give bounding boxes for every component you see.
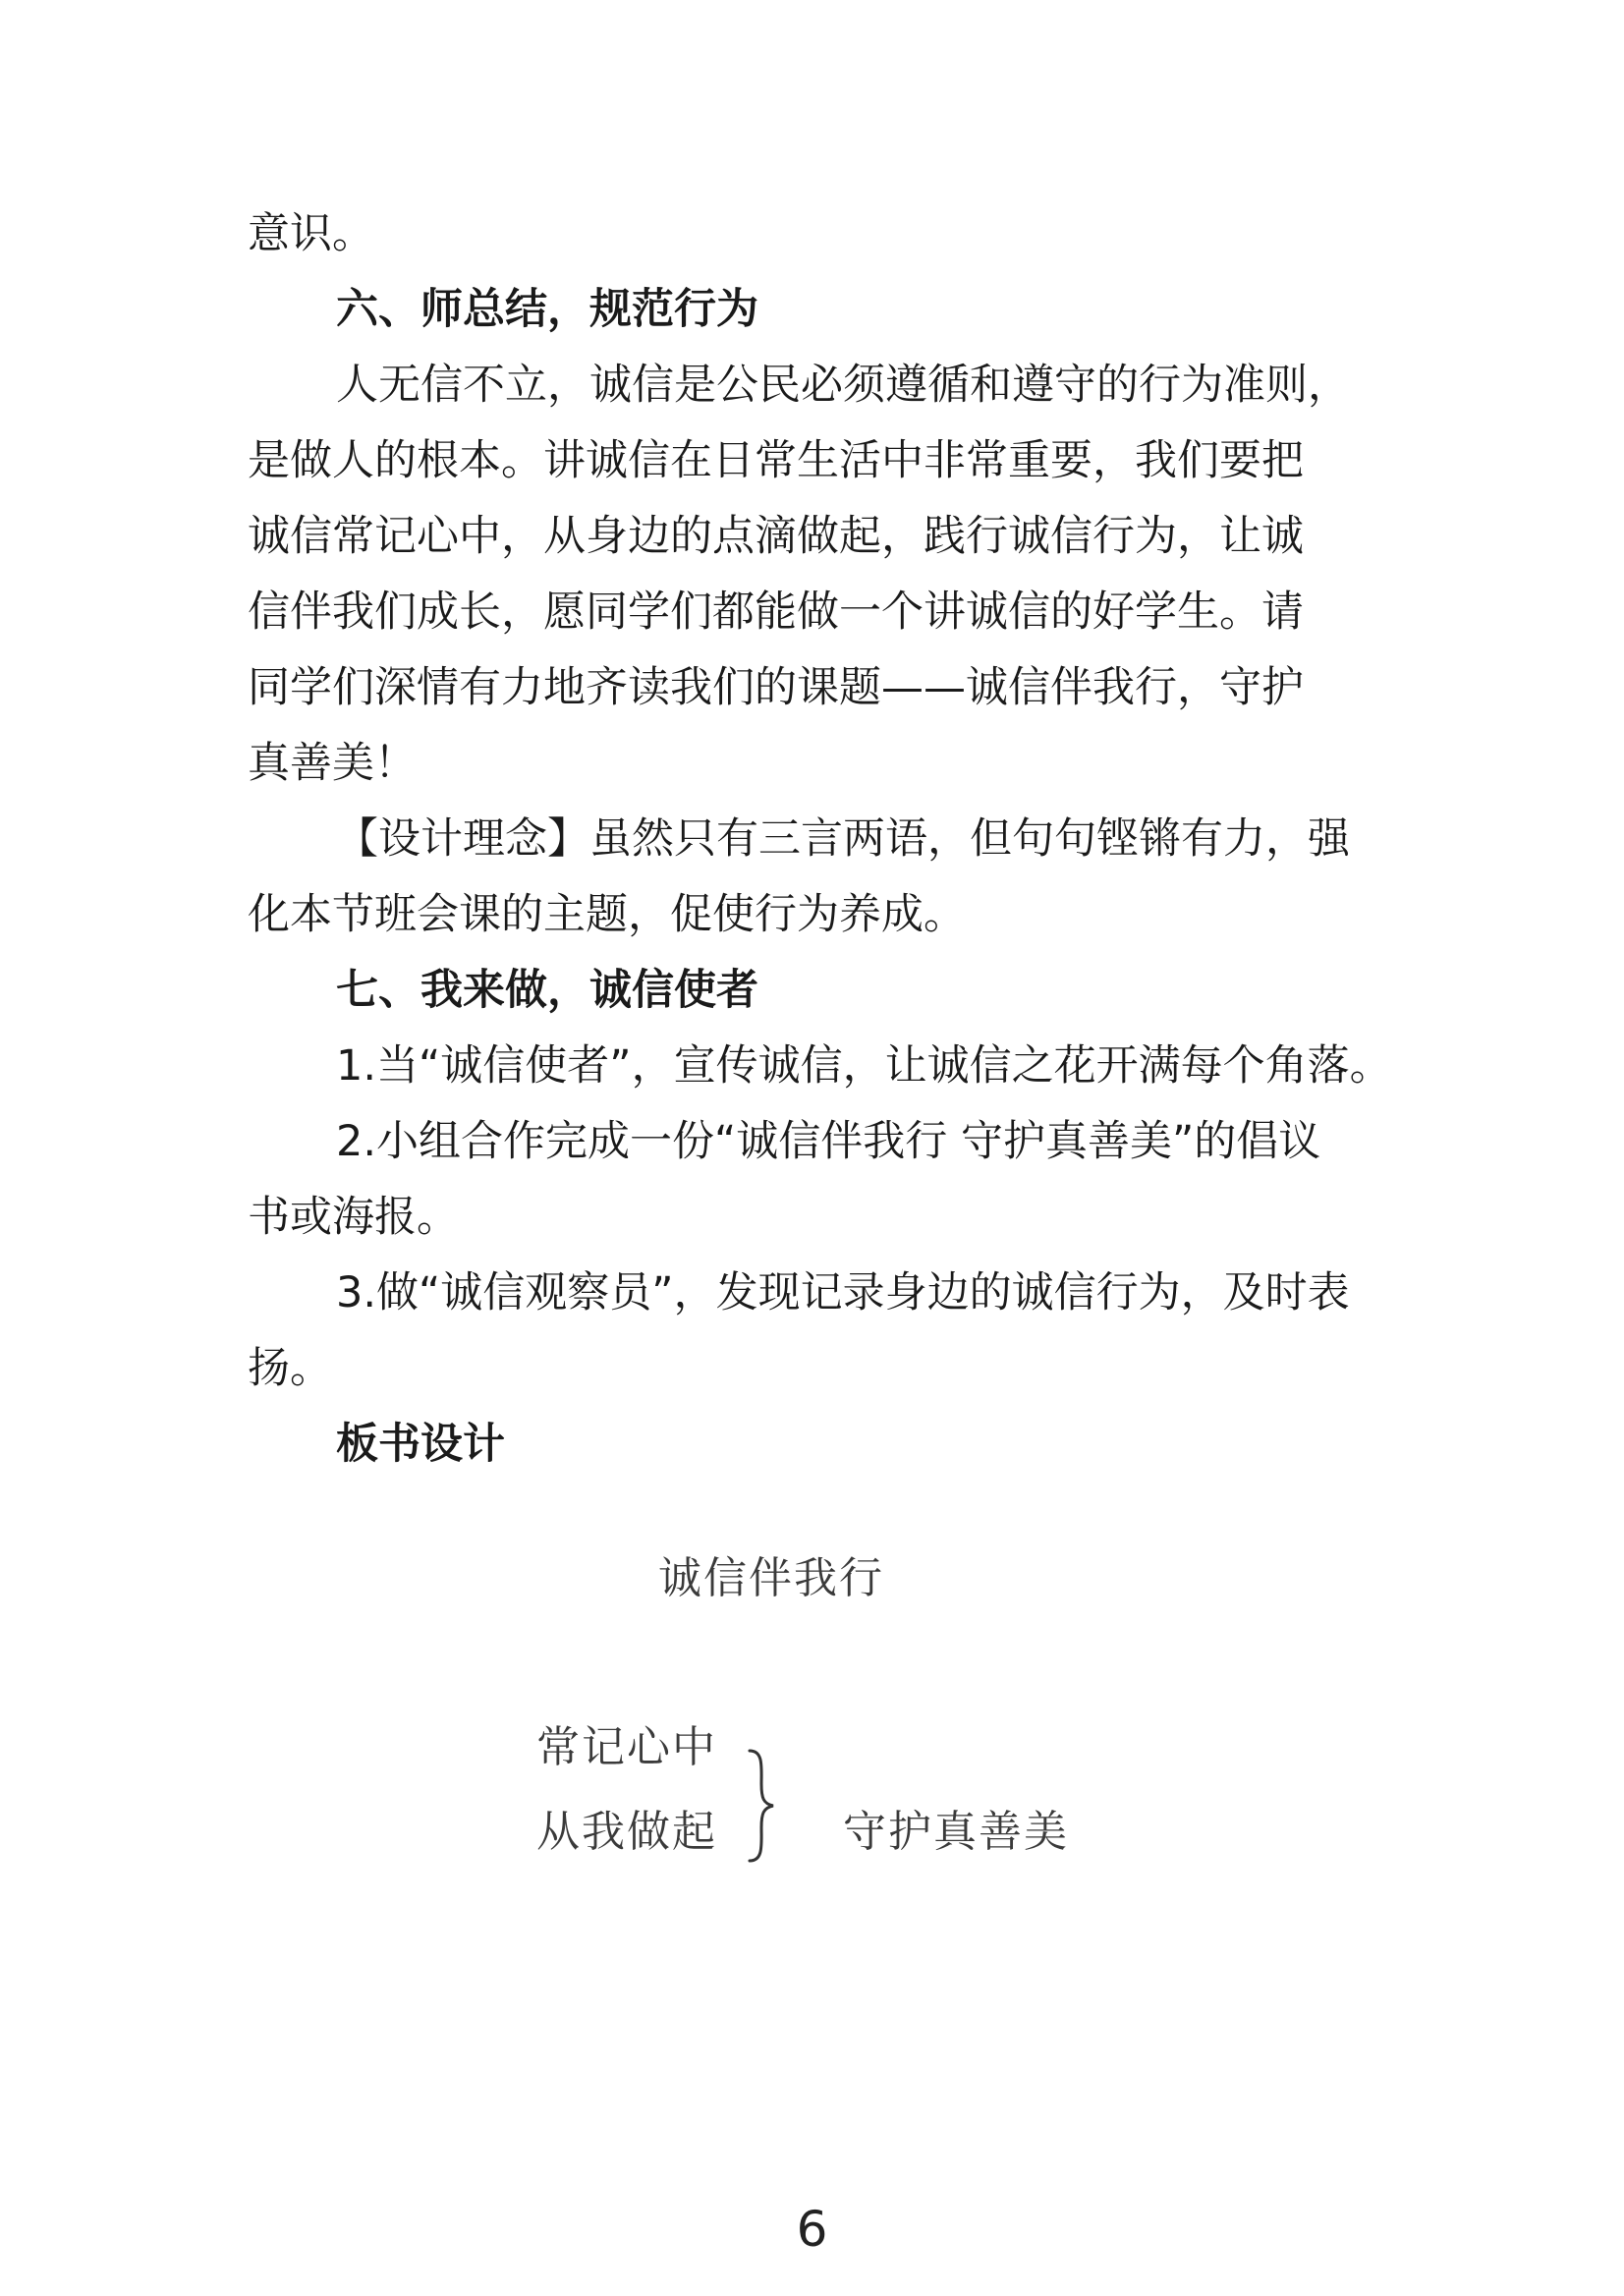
paragraph-line: 诚信常记心中，从身边的点滴做起，践行诚信行为，让诚 <box>248 512 1304 561</box>
section-6-heading: 六、师总结，规范行为 <box>336 285 758 334</box>
section-7-heading: 七、我来做，诚信使者 <box>336 966 758 1015</box>
paragraph-line: 同学们深情有力地齐读我们的课题——诚信伴我行，守护 <box>248 663 1304 712</box>
page-number: 6 <box>796 2201 828 2258</box>
list-item-1: 1.当“诚信使者”，宣传诚信，让诚信之花开满每个角落。 <box>336 1041 1392 1091</box>
paragraph-line: 信伴我们成长，愿同学们都能做一个讲诚信的好学生。请 <box>248 588 1304 637</box>
board-design-heading: 板书设计 <box>336 1420 505 1469</box>
design-concept-line: 【设计理念】虽然只有三言两语，但句句铿锵有力，强 <box>336 814 1350 864</box>
text-body <box>248 196 1392 1483</box>
list-item-3: 3.做“诚信观察员”，发现记录身边的诚信行为，及时表 <box>336 1268 1350 1317</box>
continuation-line: 意识。 <box>248 209 374 258</box>
board-result: 守护真善美 <box>843 1807 1069 1857</box>
paragraph-line: 人无信不立，诚信是公民必须遵循和遵守的行为准则， <box>336 361 1350 410</box>
list-item-2: 2.小组合作完成一份“诚信伴我行 守护真善美”的倡议 <box>336 1117 1321 1166</box>
right-brace-icon <box>742 1747 781 1865</box>
board-item: 从我做起 <box>536 1807 717 1857</box>
paragraph-line: 是做人的根本。讲诚信在日常生活中非常重要，我们要把 <box>248 436 1304 485</box>
paragraph-line: 真善美！ <box>248 739 417 788</box>
board-item: 常记心中 <box>536 1722 717 1772</box>
list-item-2-continued: 书或海报。 <box>248 1193 459 1242</box>
board-title: 诚信伴我行 <box>658 1553 884 1603</box>
design-concept-line: 化本节班会课的主题，促使行为养成。 <box>248 890 966 939</box>
list-item-3-continued: 扬。 <box>248 1344 332 1393</box>
